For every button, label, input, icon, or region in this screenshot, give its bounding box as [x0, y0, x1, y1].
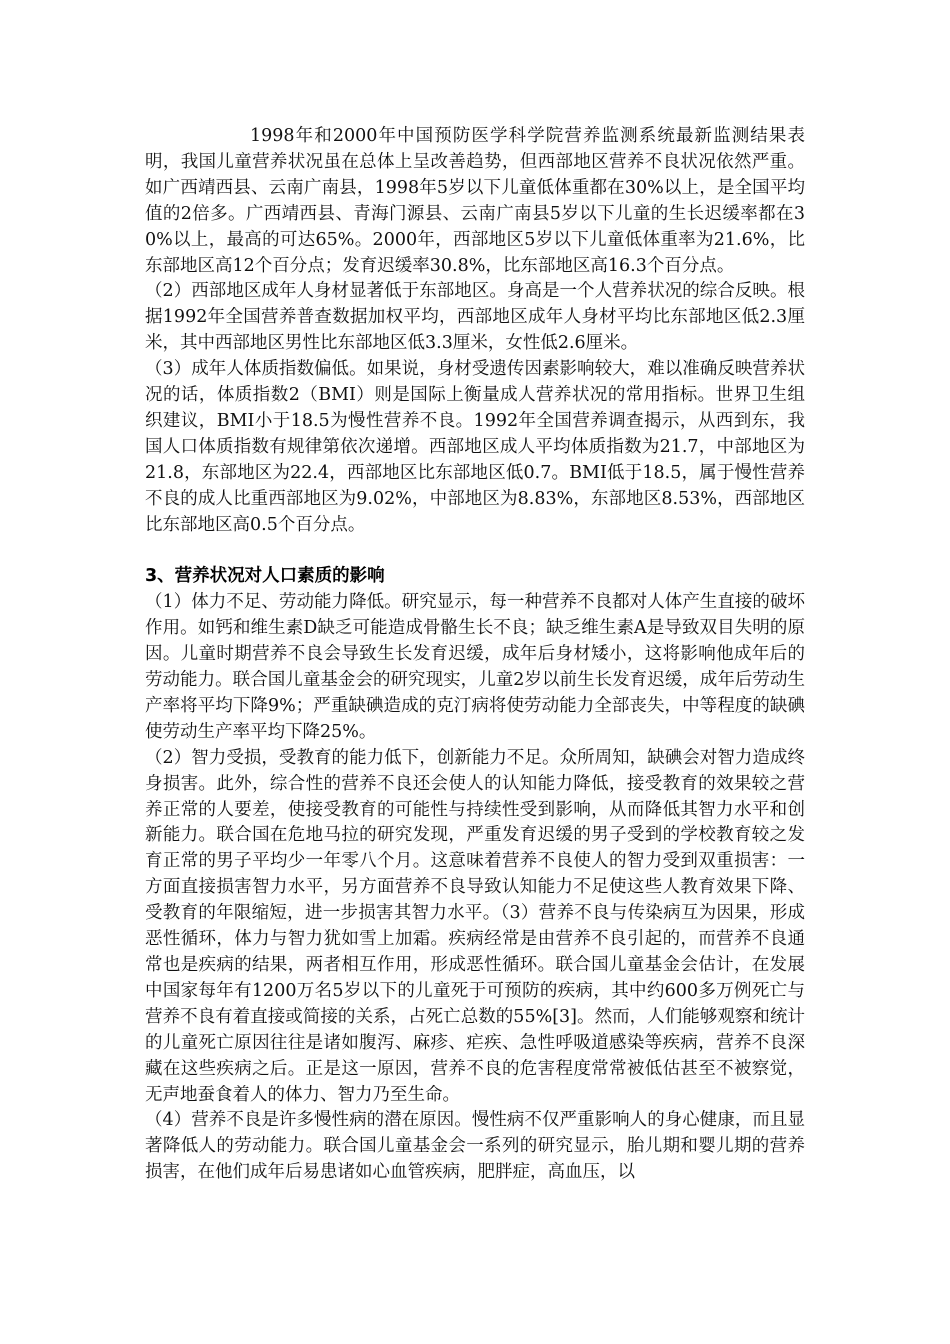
paragraph-physical-ability: （1）体力不足、劳动能力降低。研究显示，每一种营养不良都对人体产生直接的破坏作用。如钙和维生素D缺乏可能造成骨骼生长不良；缺乏维生素A是导致双目失明的原因。儿童时期营养不良会导致生长发育迟缓，成年后身材矮小，这将影响他成年后的劳动能力。联合国儿童基金会的研究现实，儿童2岁以前生长发育迟缓，成年后劳动生产率将平均下降9%；严重缺碘造成的克汀病将使劳动能力全部丧失，中等程度的缺碘使劳动生产率平均下降25%。 [145, 592, 805, 742]
section-heading: 3、营养状况对人口素质的影响 [145, 566, 385, 587]
paragraph-chronic-disease: （4）营养不良是许多慢性病的潜在原因。慢性病不仅严重影响人的身心健康，而且显著降低人的劳动能力。联合国儿童基金会一系列的研究显示，胎儿期和婴儿期的营养损害，在他们成年后易患诸如心血管疾病，肥胖症，高血压，以 [145, 1110, 805, 1183]
paragraph-intellectual-damage: （2）智力受损，受教育的能力低下，创新能力不足。众所周知，缺碘会对智力造成终身损害。此外，综合性的营养不良还会使人的认知能力降低，接受教育的效果较之营养正常的人要差，使接受教育的可能性与持续性受到影响，从而降低其智力水平和创新能力。联合国在危地马拉的研究发现，严重发育迟缓的男子受到的学校教育较之发育正常的男子平均少一年零八个月。这意味着营养不良使人的智力受到双重损害：一方面直接损害智力水平，另方面营养不良导致认知能力不足使这些人教育效果下降、受教育的年限缩短，进一步损害其智力水平。（3）营养不良与传染病互为因果，形成恶性循环，体力与智力犹如雪上加霜。疾病经常是由营养不良引起的，而营养不良通常也是疾病的结果，两者相互作用，形成恶性循环。联合国儿童基金会估计，在发展中国家每年有1200万名5岁以下的儿童死于可预防的疾病，其中约600多万例死亡与营养不良有着直接或简接的关系，占死亡总数的55%[3]。然而，人们能够观察和统计的儿童死亡原因往往是诸如腹泻、麻疹、疟疾、急性呼吸道感染等疾病，营养不良深藏在这些疾病之后。正是这一原因，营养不良的危害程度常常被低估甚至不被察觉，无声地蚕食着人的体力、智力乃至生命。 [145, 747, 805, 1105]
paragraph-adult-height: （2）西部地区成年人身材显著低于东部地区。身高是一个人营养状况的综合反映。根据1992年全国营养普查数据加权平均，西部地区成年人身材平均比东部地区低2.3厘米，其中西部地区男性比东部地区低3.3厘米，女性低2.6厘米。 [145, 281, 805, 354]
document-body [145, 124, 805, 1186]
blank-line [145, 539, 805, 565]
paragraph-monitoring-results: 1998年和2000年中国预防医学科学院营养监测系统最新监测结果表明，我国儿童营养状况虽在总体上呈改善趋势，但西部地区营养不良状况依然严重。如广西靖西县、云南广南县，1998年5岁以下儿童低体重都在30%以上，是全国平均值的2倍多。广西靖西县、青海门源县、云南广南县5岁以下儿童的生长迟缓率都在30%以上，最高的可达65%。2000年，西部地区5岁以下儿童低体重率为21.6%，比东部地区高12个百分点；发育迟缓率30.8%，比东部地区高16.3个百分点。 [145, 126, 805, 276]
paragraph-bmi: （3）成年人体质指数偏低。如果说，身材受遗传因素影响较大，难以准确反映营养状况的话，体质指数2（BMI）则是国际上衡量成人营养状况的常用指标。世界卫生组织建议，BMI小于18.5为慢性营养不良。1992年全国营养调查揭示，从西到东，我国人口体质指数有规律第依次递增。西部地区成人平均体质指数为21.7，中部地区为21.8，东部地区为22.4，西部地区比东部地区低0.7。BMI低于18.5，属于慢性营养不良的成人比重西部地区为9.02%，中部地区为8.83%，东部地区8.53%，西部地区比东部地区高0.5个百分点。 [145, 359, 805, 535]
